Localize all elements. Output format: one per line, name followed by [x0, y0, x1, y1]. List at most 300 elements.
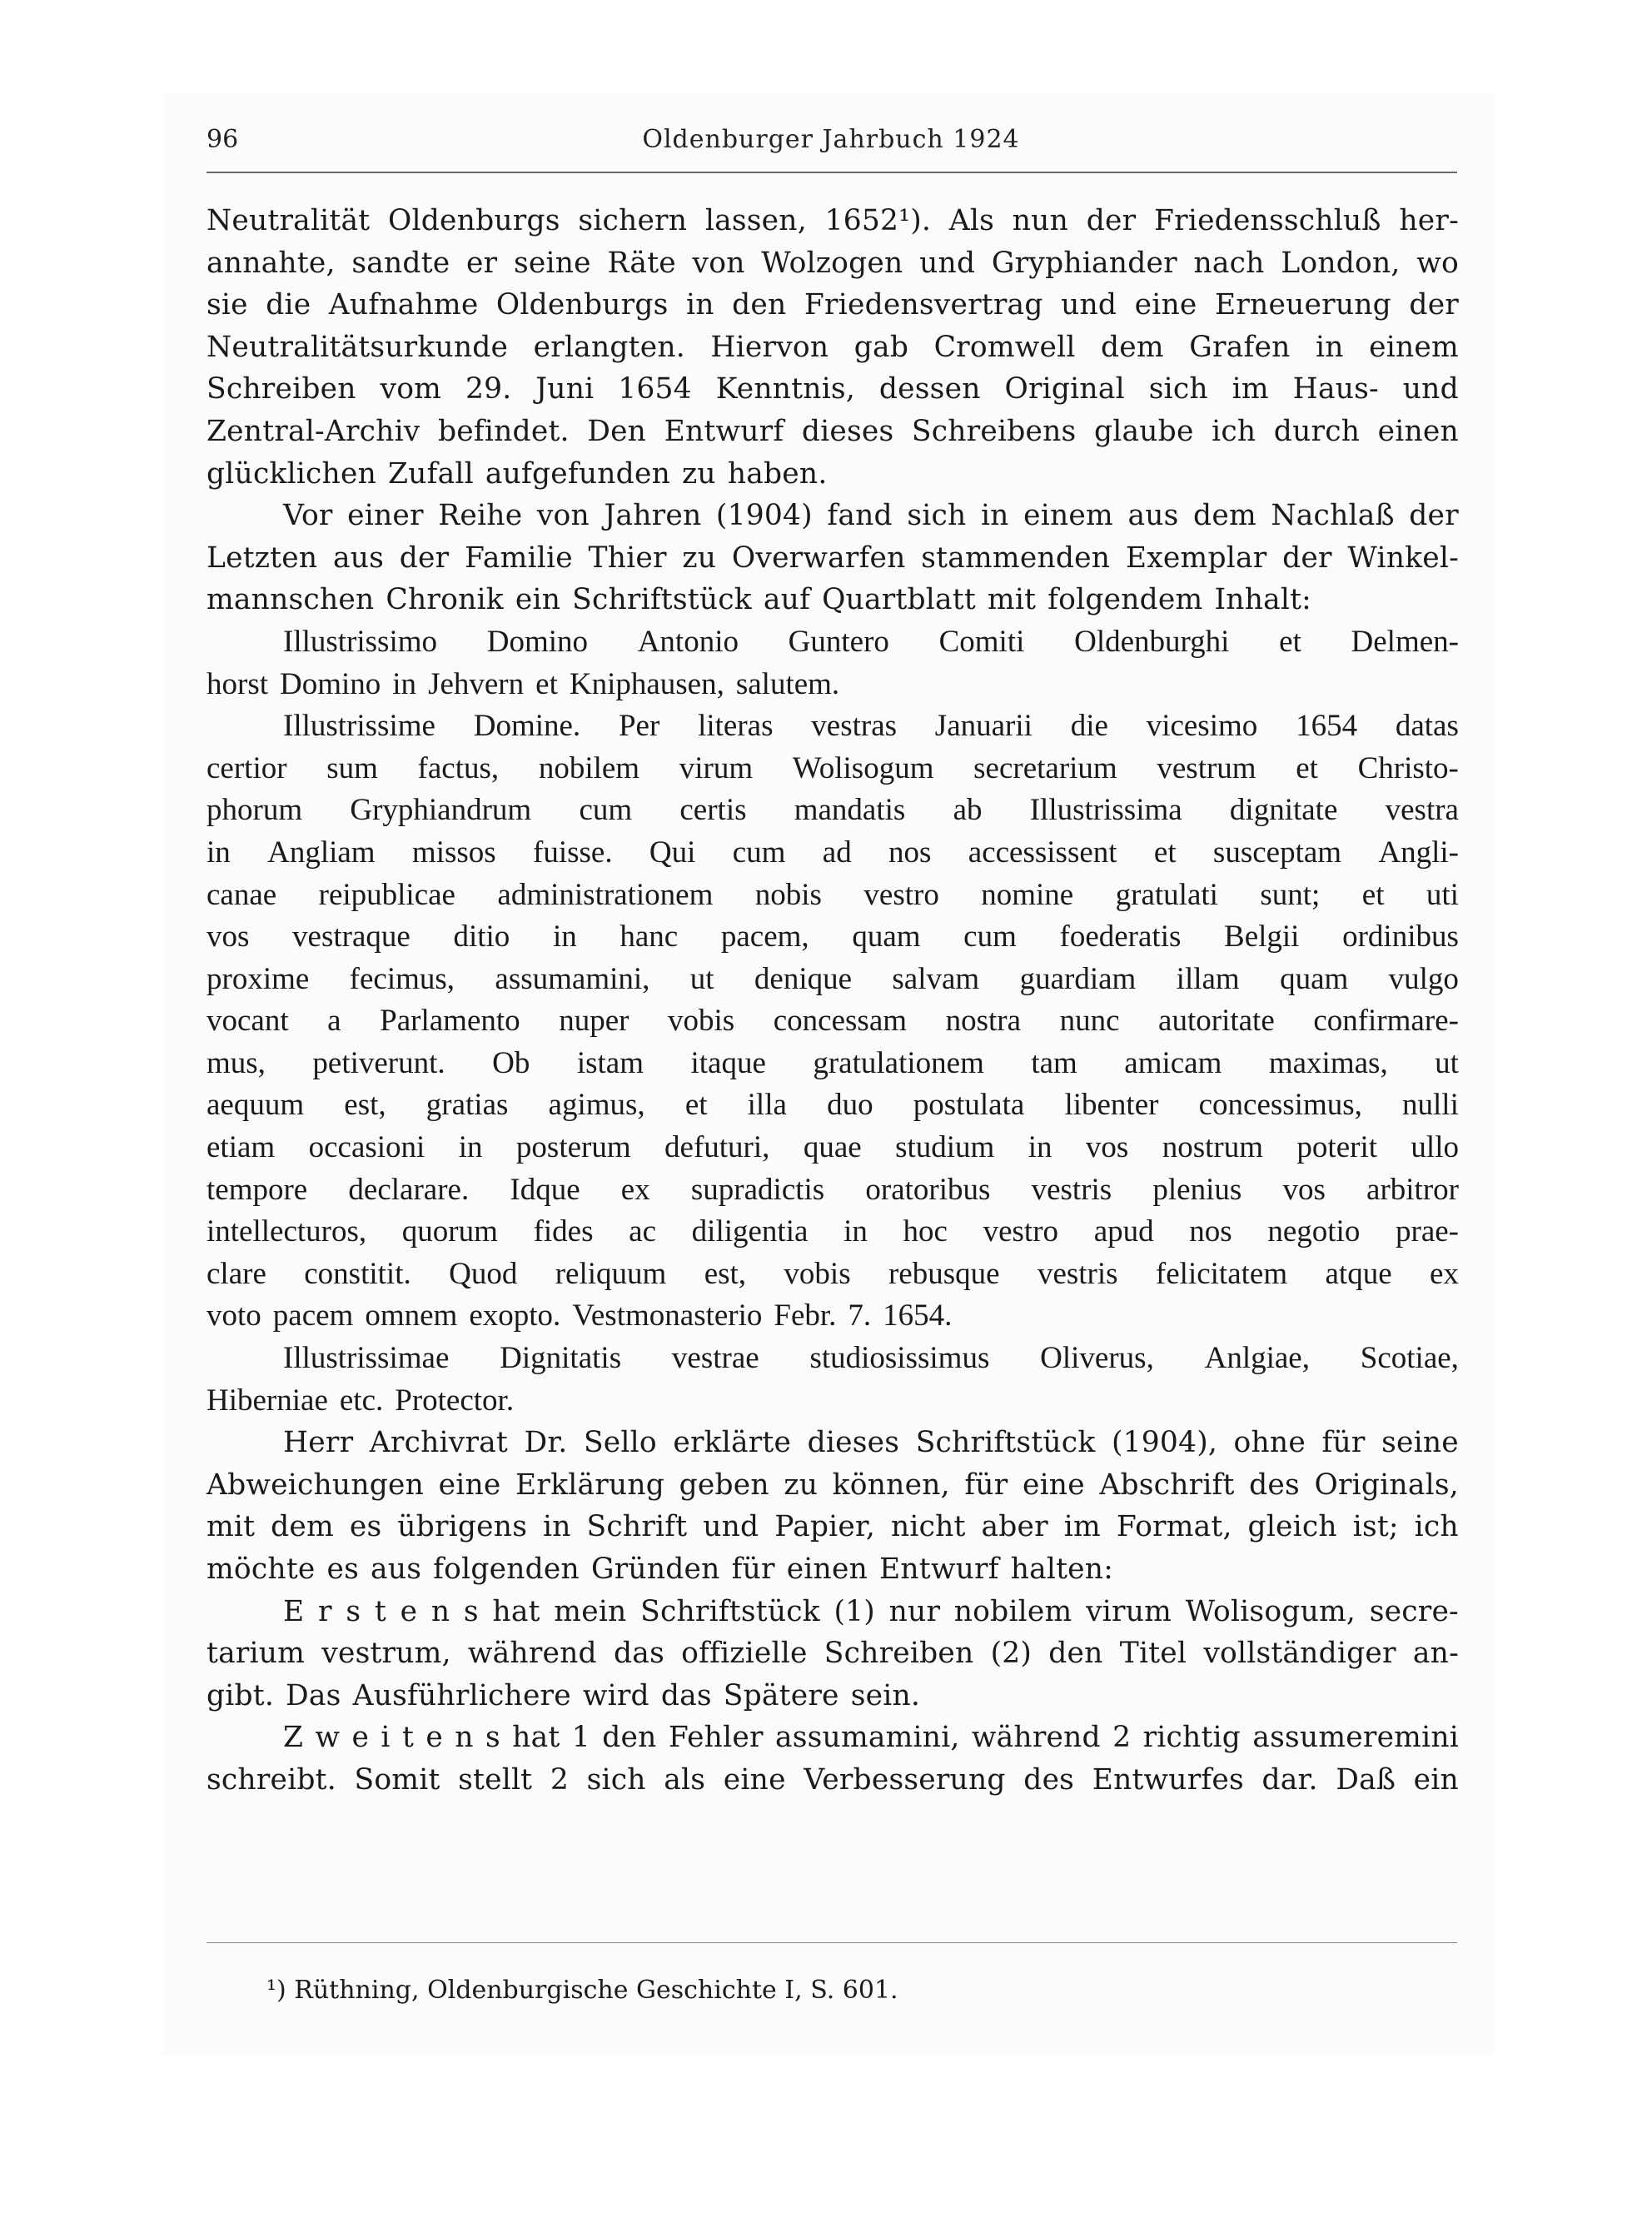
word: geben: [679, 1468, 769, 1502]
word: Schreiben: [206, 372, 356, 406]
word: sichern: [578, 204, 688, 237]
word: Haus-: [1292, 372, 1379, 406]
word: ex: [620, 1172, 650, 1207]
word: administrationem: [497, 877, 714, 912]
word: guardiam: [1019, 961, 1137, 996]
word: die: [1070, 709, 1108, 744]
word: studium: [895, 1130, 995, 1165]
word: der: [1282, 541, 1332, 575]
footnote: ¹) Rüthning, Oldenburgische Geschichte I, S. 601.: [266, 1976, 898, 2005]
word: in: [686, 288, 714, 322]
word: Gryphiander: [991, 246, 1177, 280]
word: accessissent: [968, 835, 1117, 870]
word: Ob: [492, 1045, 530, 1080]
word: Quartblatt: [822, 583, 976, 617]
word: Schriftstück: [572, 583, 752, 617]
running-title: Oldenburger Jahrbuch 1924: [642, 125, 1020, 154]
word: illam: [1176, 961, 1240, 996]
word: 1652¹).: [824, 204, 932, 237]
word: vestrum: [1157, 750, 1256, 785]
word: w: [315, 1721, 341, 1755]
word: phorum: [206, 793, 303, 828]
word: Friedensvertrag: [804, 288, 1043, 322]
word: Fehler: [668, 1721, 764, 1755]
word: Domine.: [473, 709, 581, 744]
word: denique: [754, 961, 853, 996]
word: offizielle: [681, 1637, 808, 1671]
word: maximas,: [1268, 1045, 1388, 1080]
word: zu: [682, 456, 716, 491]
word: Daß: [1336, 1762, 1396, 1797]
word: und: [1061, 288, 1117, 322]
word: cum: [963, 920, 1017, 954]
word: und: [919, 246, 976, 280]
text-line: [206, 875, 1459, 917]
word: nicht: [890, 1510, 966, 1544]
word: ut: [689, 961, 714, 996]
word: i: [381, 1721, 391, 1755]
word: fecimus,: [349, 961, 455, 996]
word: Erneuerung: [1214, 288, 1391, 322]
word: für: [1321, 1426, 1366, 1460]
word: (1904): [715, 499, 813, 533]
word: ich: [1414, 1510, 1459, 1544]
word: nunc: [1059, 1004, 1120, 1039]
word: exopto.: [469, 1298, 561, 1333]
word: stammenden: [921, 541, 1111, 575]
word: quam: [1280, 961, 1349, 996]
word: sich: [1148, 372, 1208, 406]
word: nobilem: [953, 1594, 1072, 1628]
text-line: [206, 326, 1459, 369]
word: diligentia: [691, 1214, 809, 1249]
word: des: [1249, 1468, 1300, 1502]
word: tempore: [206, 1172, 308, 1207]
word: Original: [1004, 372, 1125, 406]
word: den: [732, 288, 787, 322]
word: stellt: [458, 1762, 533, 1797]
word: et: [1153, 835, 1177, 870]
word: gratulati: [1115, 877, 1218, 912]
word: Verbesserung: [804, 1762, 1006, 1797]
word: einen: [1377, 414, 1459, 448]
word: in: [458, 1130, 483, 1165]
word: pacem: [272, 1298, 354, 1333]
word: tarium: [206, 1637, 306, 1671]
word: ab: [953, 793, 983, 828]
word: Angli-: [1378, 835, 1459, 870]
word: cum: [732, 835, 786, 870]
word: ut: [1435, 1045, 1459, 1080]
word: Juni: [535, 372, 595, 406]
text-line: [206, 1591, 1459, 1633]
word: E: [283, 1594, 305, 1628]
word: datas: [1395, 709, 1459, 744]
word: Illustrissimo: [283, 624, 438, 659]
word: Erklärung: [515, 1468, 665, 1502]
text-line: [206, 1000, 1459, 1043]
word: Guntero: [788, 624, 889, 659]
word: vestrum,: [321, 1637, 451, 1671]
word: mit: [206, 1510, 256, 1544]
word: einer: [347, 499, 424, 533]
word: assumamini,: [774, 1721, 960, 1755]
word: erklärte: [673, 1426, 792, 1460]
word: 2: [550, 1762, 569, 1797]
word: Oldenburghi: [1074, 624, 1230, 659]
word: Somit: [354, 1762, 440, 1797]
word: ullo: [1411, 1130, 1459, 1165]
word: (2): [990, 1637, 1032, 1671]
word: Illustrissima: [1029, 793, 1182, 828]
word: agimus,: [548, 1088, 645, 1123]
word: Oldenburgs: [495, 288, 669, 322]
word: nun: [1012, 204, 1068, 237]
word: et: [1361, 877, 1385, 912]
word: atque: [1325, 1256, 1392, 1291]
word: etc.: [339, 1383, 384, 1418]
word: einen: [786, 1553, 868, 1586]
word: libenter: [1064, 1088, 1159, 1123]
word: vestro: [863, 877, 939, 912]
word: eine: [1022, 1468, 1085, 1502]
word: Kniphausen,: [569, 666, 724, 701]
word: folgendem: [1047, 583, 1203, 617]
word: aber: [981, 1510, 1048, 1544]
word: hoc: [903, 1214, 948, 1249]
word: in: [392, 666, 417, 701]
word: hat: [492, 1594, 540, 1628]
word: e: [425, 1721, 443, 1755]
word: Vor: [283, 499, 333, 533]
word: dessen: [878, 372, 981, 406]
word: Schriftstück: [915, 1426, 1096, 1460]
word: die: [266, 288, 311, 322]
word: nobis: [754, 877, 822, 912]
word: aufgefunden: [485, 456, 671, 491]
word: proxime: [206, 961, 310, 996]
text-line: [206, 1338, 1459, 1380]
word: gab: [853, 330, 909, 364]
word: folgenden: [433, 1553, 580, 1586]
word: Illustrissime: [283, 709, 435, 744]
word: quorum: [401, 1214, 498, 1249]
word: mannschen: [206, 583, 375, 617]
word: Febr.: [774, 1298, 837, 1333]
word: et: [684, 1088, 708, 1123]
word: e: [400, 1594, 418, 1628]
word: den: [602, 1721, 657, 1755]
word: certis: [679, 793, 747, 828]
word: Gründen: [590, 1553, 720, 1586]
word: auf: [763, 583, 811, 617]
word: 7.: [848, 1298, 872, 1333]
text-line: [206, 1632, 1459, 1675]
word: Dr.: [524, 1426, 568, 1460]
word: vicesimo: [1146, 709, 1258, 744]
word: tam: [1031, 1045, 1077, 1080]
word: vollständiger: [1203, 1637, 1396, 1671]
word: und: [703, 1510, 759, 1544]
word: s: [463, 1594, 479, 1628]
word: nomine: [981, 877, 1074, 912]
word: ein: [515, 583, 561, 617]
word: reliquum: [555, 1256, 667, 1291]
text-line: [206, 1422, 1459, 1464]
word: rebusque: [888, 1256, 1000, 1291]
word: quae: [803, 1130, 862, 1165]
word: her-: [1399, 204, 1459, 237]
word: clare: [206, 1256, 266, 1291]
word: für: [964, 1468, 1008, 1502]
word: Grafen: [1189, 330, 1291, 364]
word: es: [326, 1553, 360, 1586]
word: aequum: [206, 1088, 305, 1123]
word: Abweichungen: [206, 1468, 425, 1502]
word: occasioni: [308, 1130, 425, 1165]
word: eine: [723, 1762, 786, 1797]
word: Oliverus,: [1040, 1341, 1154, 1376]
word: glücklichen: [206, 456, 377, 491]
word: literas: [698, 709, 774, 744]
text-line: [206, 621, 1459, 664]
word: Illustrissimae: [283, 1341, 450, 1376]
word: zu: [682, 541, 717, 575]
word: 1: [571, 1721, 590, 1755]
word: sich: [907, 499, 967, 533]
word: Papier,: [774, 1510, 876, 1544]
word: gleich: [1247, 1510, 1337, 1544]
word: wo: [1416, 246, 1459, 280]
text-line: [206, 1506, 1459, 1548]
word: est,: [704, 1256, 747, 1291]
text-line: [206, 1254, 1459, 1296]
word: certior: [206, 750, 287, 785]
word: duo: [827, 1088, 873, 1123]
page-header: [206, 125, 1455, 167]
word: (1): [833, 1594, 875, 1628]
word: vobis: [784, 1256, 851, 1291]
word: mandatis: [794, 793, 906, 828]
word: vos: [206, 920, 250, 954]
text-line: [206, 1084, 1459, 1127]
word: Quod: [449, 1256, 518, 1291]
word: aus: [332, 541, 385, 575]
word: r: [318, 1594, 332, 1628]
word: missos: [411, 835, 496, 870]
word: Format,: [1116, 1510, 1232, 1544]
text-line: [206, 1127, 1459, 1169]
word: 1654: [1296, 709, 1358, 744]
word: sum: [326, 750, 378, 785]
word: postulata: [913, 1088, 1025, 1123]
word: e: [351, 1721, 370, 1755]
word: 29.: [465, 372, 512, 406]
word: mit: [987, 583, 1037, 617]
word: seine: [514, 246, 591, 280]
word: t: [401, 1721, 415, 1755]
text-line: [206, 537, 1459, 580]
word: das: [660, 1678, 712, 1712]
word: nulli: [1402, 1088, 1459, 1123]
word: das: [614, 1637, 664, 1671]
word: vos: [1282, 1172, 1326, 1207]
word: Zufall: [388, 456, 474, 491]
word: amicam: [1124, 1045, 1222, 1080]
text-line: [206, 242, 1459, 285]
word: constitit.: [304, 1256, 411, 1291]
word: hanc: [620, 920, 679, 954]
word: Familie: [465, 541, 573, 575]
word: Hiberniae: [206, 1383, 328, 1418]
word: für: [731, 1553, 775, 1586]
word: factus,: [417, 750, 500, 785]
text-line: [206, 916, 1459, 959]
word: sunt;: [1260, 877, 1321, 912]
word: defuturi,: [664, 1130, 770, 1165]
page-number: 96: [206, 125, 239, 154]
word: mus,: [206, 1045, 266, 1080]
word: ich: [1212, 414, 1256, 448]
word: Herr: [283, 1426, 354, 1460]
word: Dignitatis: [500, 1341, 622, 1376]
word: vestrae: [671, 1341, 759, 1376]
word: Letzten: [206, 541, 318, 575]
word: in: [1315, 330, 1344, 364]
text-line: [206, 1464, 1459, 1507]
word: fides: [533, 1214, 594, 1249]
word: Als: [948, 204, 995, 237]
word: s: [485, 1721, 500, 1755]
word: nostrum: [1162, 1130, 1264, 1165]
word: erlangten.: [533, 330, 685, 364]
word: London,: [1281, 246, 1401, 280]
word: Jehvern: [428, 666, 525, 701]
word: Comiti: [938, 624, 1025, 659]
word: posterum: [515, 1130, 631, 1165]
word: befindet.: [438, 414, 570, 448]
word: Originals,: [1314, 1468, 1459, 1502]
word: gratulationem: [813, 1045, 984, 1080]
word: Wolisogum: [792, 750, 934, 785]
word: etiam: [206, 1130, 276, 1165]
word: Neutralität: [206, 204, 371, 237]
word: Christo-: [1357, 750, 1459, 785]
word: concessimus,: [1198, 1088, 1362, 1123]
word: Neutralitätsurkunde: [206, 330, 509, 364]
word: an-: [1412, 1637, 1459, 1671]
word: Domino: [280, 666, 381, 701]
word: seine: [1381, 1426, 1459, 1460]
word: vobis: [668, 1004, 735, 1039]
word: sein.: [850, 1678, 921, 1712]
word: nobilem: [538, 750, 640, 785]
word: nos: [1189, 1214, 1232, 1249]
word: salutem.: [735, 666, 840, 701]
word: est,: [344, 1088, 386, 1123]
text-line: [206, 832, 1459, 875]
word: lassen,: [704, 204, 807, 237]
word: assumamini,: [495, 961, 650, 996]
word: den: [1048, 1637, 1103, 1671]
word: itaque: [690, 1045, 766, 1080]
word: aus: [1127, 499, 1179, 533]
word: Anlgiae,: [1204, 1341, 1310, 1376]
text-line: [206, 1548, 1459, 1591]
word: Schreiben: [824, 1637, 974, 1671]
word: in: [206, 835, 231, 870]
word: apud: [1093, 1214, 1154, 1249]
word: Protector.: [395, 1383, 515, 1418]
word: t: [374, 1594, 386, 1628]
word: Nachlaß: [1271, 499, 1395, 533]
text-line: [206, 200, 1459, 242]
word: Entwurfes: [1092, 1762, 1244, 1797]
text-line: [206, 368, 1459, 411]
word: 2: [1112, 1721, 1132, 1755]
word: möchte: [206, 1553, 316, 1586]
word: in: [552, 920, 577, 954]
word: schreibt.: [206, 1762, 336, 1797]
text-line: [206, 1380, 1459, 1423]
word: glaube: [1093, 414, 1194, 448]
word: Wolisogum,: [1185, 1594, 1356, 1628]
word: vestraque: [292, 920, 411, 954]
text-line: [206, 1043, 1459, 1085]
word: Reihe: [438, 499, 523, 533]
word: können,: [832, 1468, 950, 1502]
word: Sello: [583, 1426, 657, 1460]
word: der: [1086, 204, 1137, 237]
text-line: [206, 1759, 1459, 1802]
word: Hiervon: [710, 330, 829, 364]
word: fuisse.: [533, 835, 613, 870]
word: voto: [206, 1298, 261, 1333]
word: richtig: [1142, 1721, 1241, 1755]
word: supradictis: [690, 1172, 825, 1207]
word: sie: [206, 288, 248, 322]
word: Friedensschluß: [1154, 204, 1381, 237]
word: declarare.: [348, 1172, 470, 1207]
word: et: [535, 666, 558, 701]
word: Cromwell: [933, 330, 1076, 364]
word: autoritate: [1158, 1004, 1275, 1039]
word: ex: [1430, 1256, 1459, 1291]
word: Domino: [486, 624, 588, 659]
word: von: [692, 246, 745, 280]
word: et: [1296, 750, 1318, 785]
word: et: [1279, 624, 1301, 659]
word: vestras: [811, 709, 898, 744]
word: assumeremini: [1252, 1721, 1459, 1755]
word: a: [327, 1004, 341, 1039]
text-line: [206, 1675, 1459, 1717]
word: s: [346, 1594, 361, 1628]
text-line: [206, 790, 1459, 832]
word: ohne: [1233, 1426, 1306, 1460]
word: Overwarfen: [731, 541, 906, 575]
word: Schriftstück: [640, 1594, 820, 1628]
word: sandte: [351, 246, 450, 280]
word: Schrift: [586, 1510, 688, 1544]
word: gratias: [425, 1088, 509, 1123]
word: Per: [618, 709, 660, 744]
word: in: [980, 499, 1009, 533]
word: Inhalt:: [1214, 583, 1312, 617]
text-line: [206, 411, 1459, 453]
word: (1904),: [1111, 1426, 1218, 1460]
word: wird: [582, 1678, 649, 1712]
